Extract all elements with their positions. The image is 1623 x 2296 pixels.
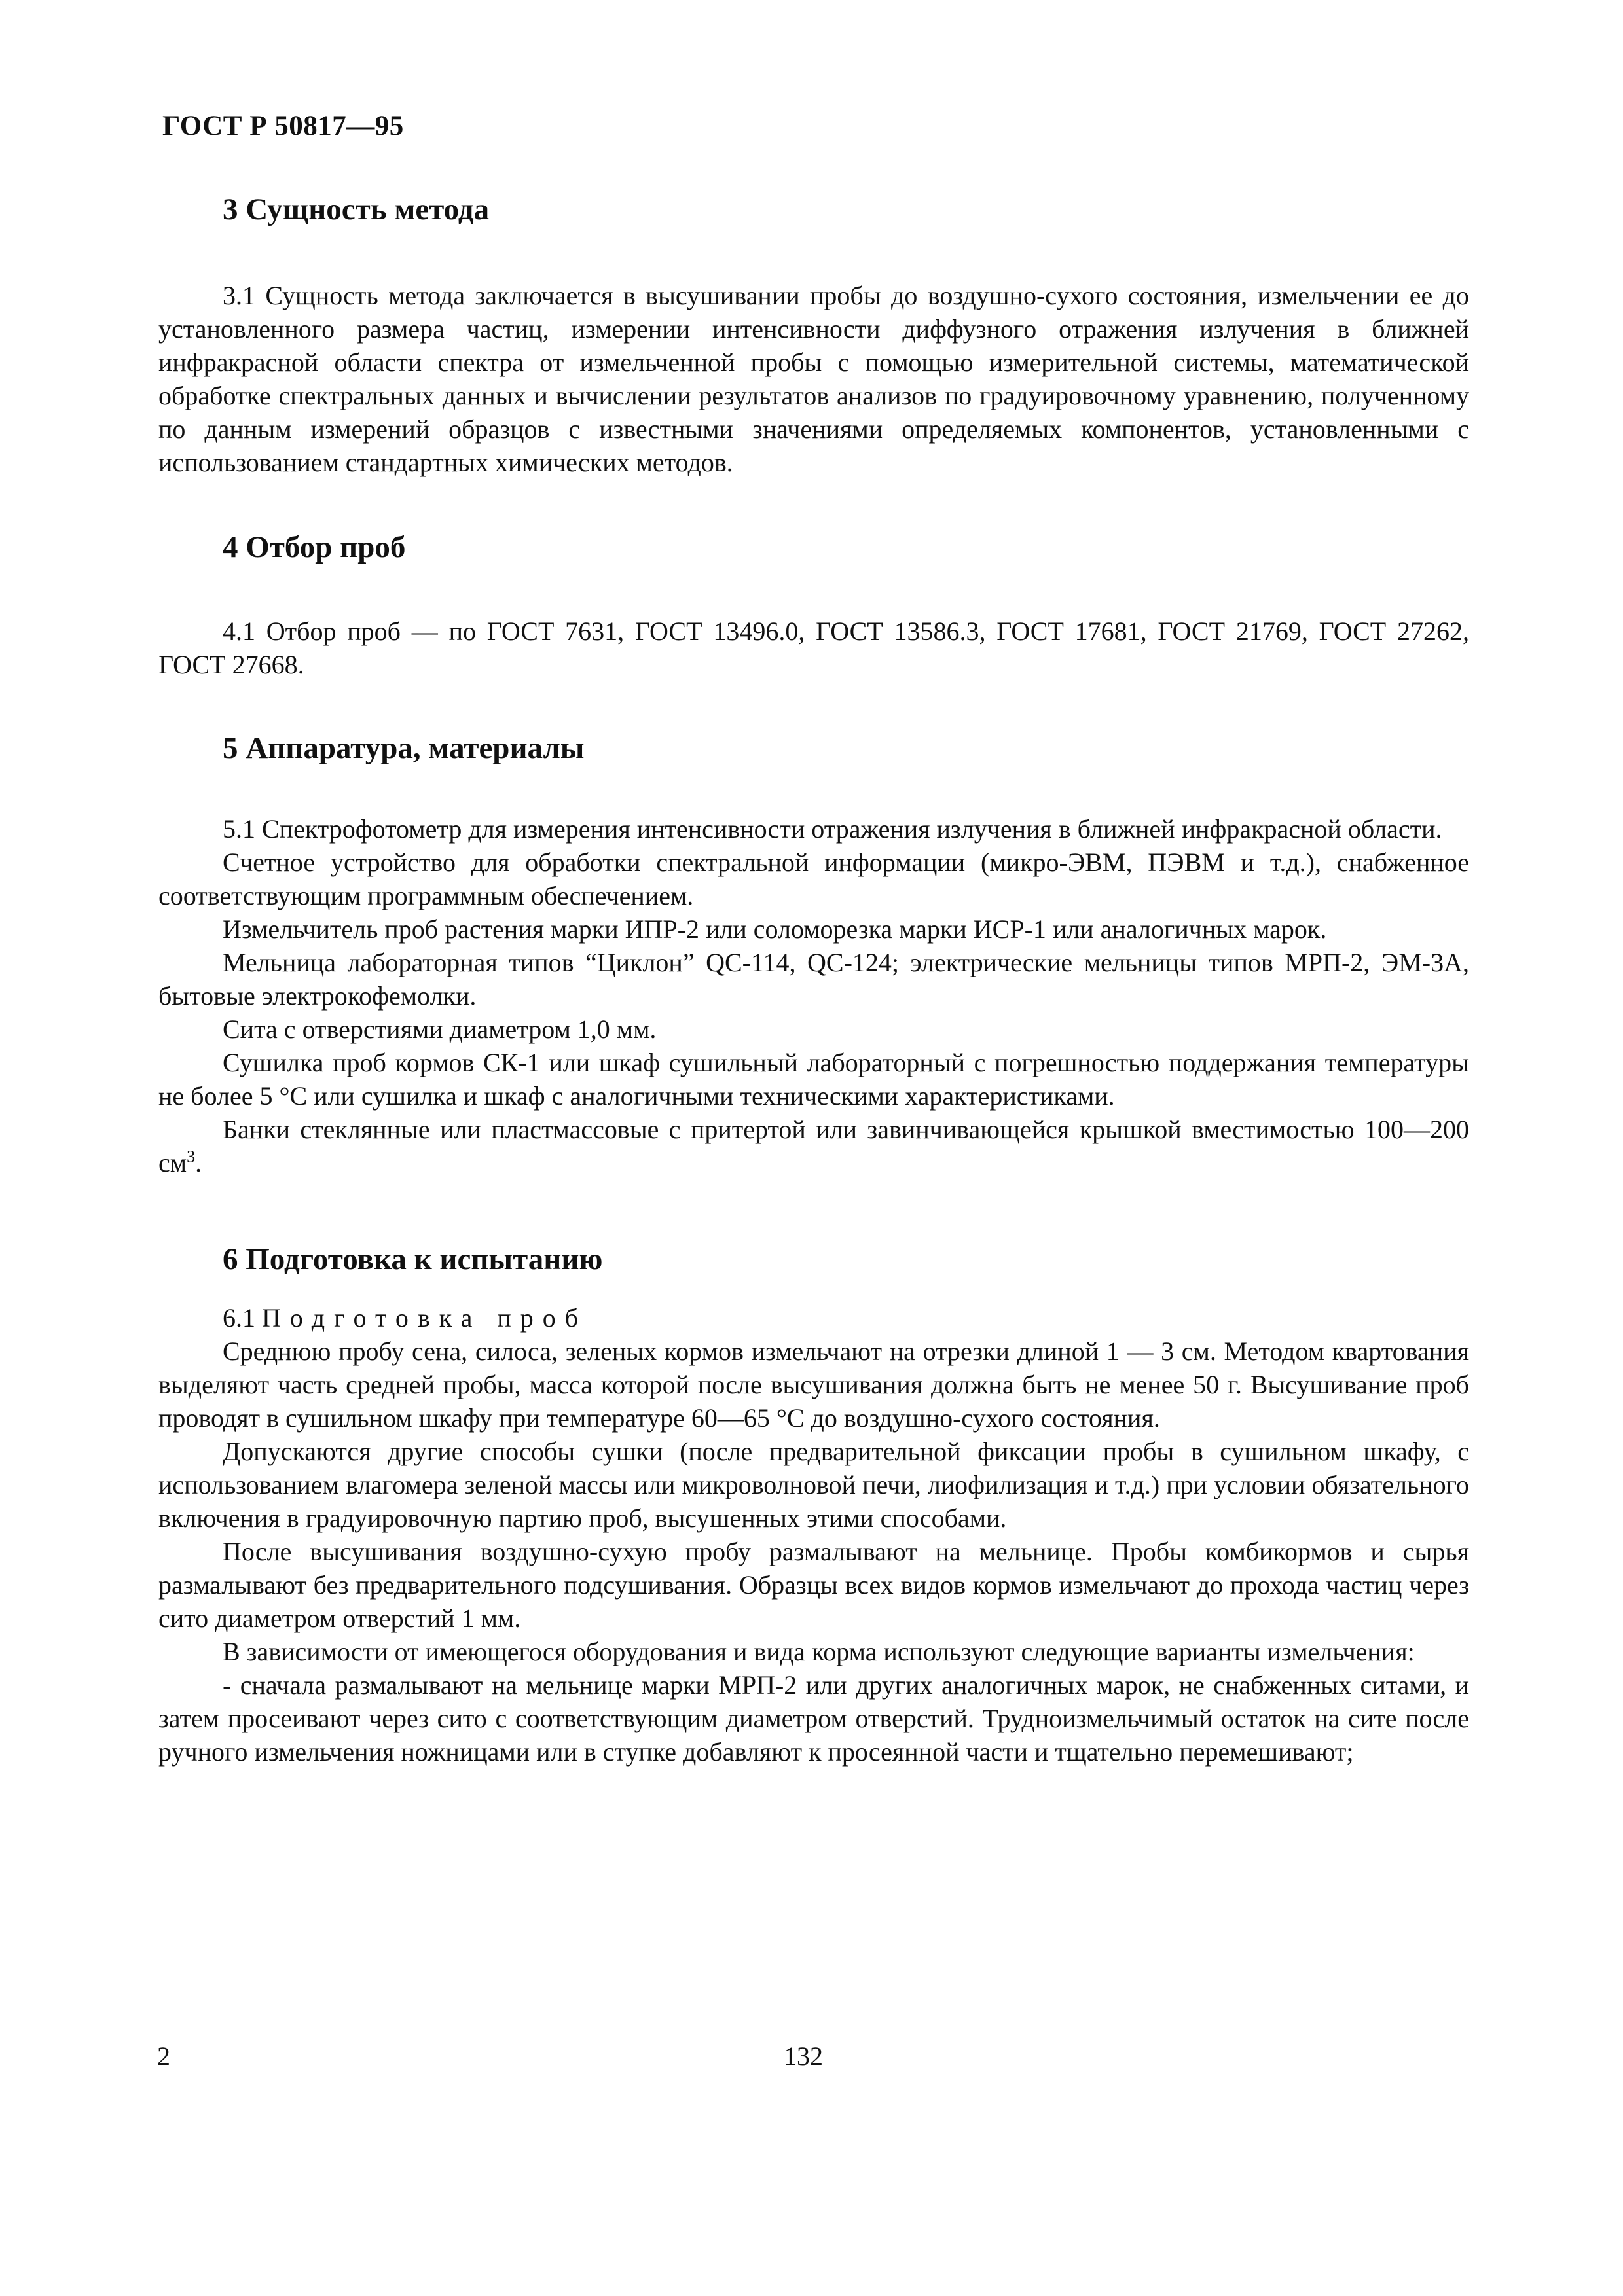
subsection-6-1-heading bbox=[158, 1301, 1469, 1335]
section-4 bbox=[158, 528, 1469, 681]
section-5 bbox=[158, 728, 1469, 1179]
section-3-title: 3 Сущность метода bbox=[223, 192, 490, 226]
section-6 bbox=[158, 1240, 1469, 1768]
section-4-paragraph-1: 4.1 Отбор проб — по ГОСТ 7631, ГОСТ 13496.0, ГОСТ 13586.3, ГОСТ 17681, ГОСТ 21769, ГОСТ 27262, ГОСТ 27668. bbox=[158, 617, 1469, 679]
subsection-6-1-title: Подготовка проб bbox=[262, 1303, 588, 1333]
subsection-6-1-number: 6.1 bbox=[223, 1303, 255, 1333]
section-5-paragraph-4: Мельница лабораторная типов “Циклон” QC-114, QC-124; электрические мельницы типов МРП-2, ЭМ-3А, бытовые электрокофемолки. bbox=[158, 948, 1469, 1011]
section-3 bbox=[158, 190, 1469, 479]
section-5-paragraph-6: Сушилка проб кормов СК-1 или шкаф сушильный лабораторный с погрешностью поддержания температуры не более 5 °С или сушилка и шкаф с аналогичными техническими характеристиками. bbox=[158, 1048, 1469, 1111]
section-5-paragraph-1: 5.1 Спектрофотометр для измерения интенсивности отражения излучения в ближней инфракрасной области. bbox=[223, 814, 1442, 844]
section-5-title: 5 Аппаратура, материалы bbox=[223, 731, 585, 765]
section-5-paragraph-5: Сита с отверстиями диаметром 1,0 мм. bbox=[223, 1014, 657, 1044]
section-4-title: 4 Отбор проб bbox=[223, 530, 406, 564]
section-5-paragraph-7-text: Банки стеклянные или пластмассовые с притертой или завинчивающейся крышкой вместимостью 100—200 см bbox=[158, 1115, 1469, 1177]
section-6-paragraph-4: В зависимости от имеющегося оборудования и вида корма используют следующие варианты измельчения: bbox=[223, 1637, 1415, 1666]
section-5-paragraph-2: Счетное устройство для обработки спектральной информации (микро-ЭВМ, ПЭВМ и т.д.), снабженное соответствующим программным обеспечением. bbox=[158, 848, 1469, 910]
document-body bbox=[158, 190, 1469, 1768]
section-6-paragraph-1: Среднюю пробу сена, силоса, зеленых кормов измельчают на отрезки длиной 1 — 3 см. Методом квартования выделяют часть средней пробы, масса которой после высушивания должна быть не менее 50 г. Высушивание проб проводят в сушильном шкафу при температуре 60—65 °С до воздушно-сухого состояния. bbox=[158, 1336, 1469, 1433]
section-3-paragraph-1: 3.1 Сущность метода заключается в высушивании пробы до воздушно-сухого состояния, измельчении ее до установленного размера частиц, измерении интенсивности диффузного отражения излучения в ближней инфракрасной области спектра от измельченной пробы с помощью измерительной системы, математической обработке спектральных данных и вычислении результатов анализов по градуировочному уравнению, полученному по данным измерений образцов с известными значениями определяемых компонентов, установленными с использованием стандартных химических методов. bbox=[158, 281, 1469, 477]
page-number-center: 132 bbox=[784, 2041, 823, 2071]
standard-code-header: ГОСТ Р 50817—95 bbox=[162, 111, 404, 141]
page-number-left: 2 bbox=[157, 2041, 170, 2071]
section-5-paragraph-3: Измельчитель проб растения марки ИПР-2 или соломорезка марки ИСР-1 или аналогичных марок. bbox=[223, 914, 1327, 944]
section-6-paragraph-3: После высушивания воздушно-сухую пробу размалывают на мельнице. Пробы комбикормов и сырья размалывают без предварительного подсушивания. Образцы всех видов кормов измельчают до прохода частиц через сито диаметром отверстий 1 мм. bbox=[158, 1537, 1469, 1633]
section-6-paragraph-2: Допускаются другие способы сушки (после предварительной фиксации пробы в сушильном шкафу, с использованием влагомера зеленой массы или микроволновой печи, лиофилизация и т.д.) при условии обязательного включения в градуировочную партию проб, высушенных этими способами. bbox=[158, 1437, 1469, 1533]
section-6-paragraph-5: - сначала размалывают на мельнице марки МРП-2 или других аналогичных марок, не снабженных ситами, и затем просеивают через сито с соответствующим диаметром отверстий. Трудноизмельчимый остаток на сите после ручного измельчения ножницами или в ступке добавляют к просеянной части и тщательно перемешивают; bbox=[158, 1670, 1469, 1767]
section-5-paragraph-7-end: . bbox=[195, 1148, 202, 1177]
superscript-cubic: 3 bbox=[187, 1147, 196, 1166]
section-5-paragraph-7 bbox=[158, 1113, 1469, 1179]
section-6-title: 6 Подготовка к испытанию bbox=[223, 1242, 603, 1276]
